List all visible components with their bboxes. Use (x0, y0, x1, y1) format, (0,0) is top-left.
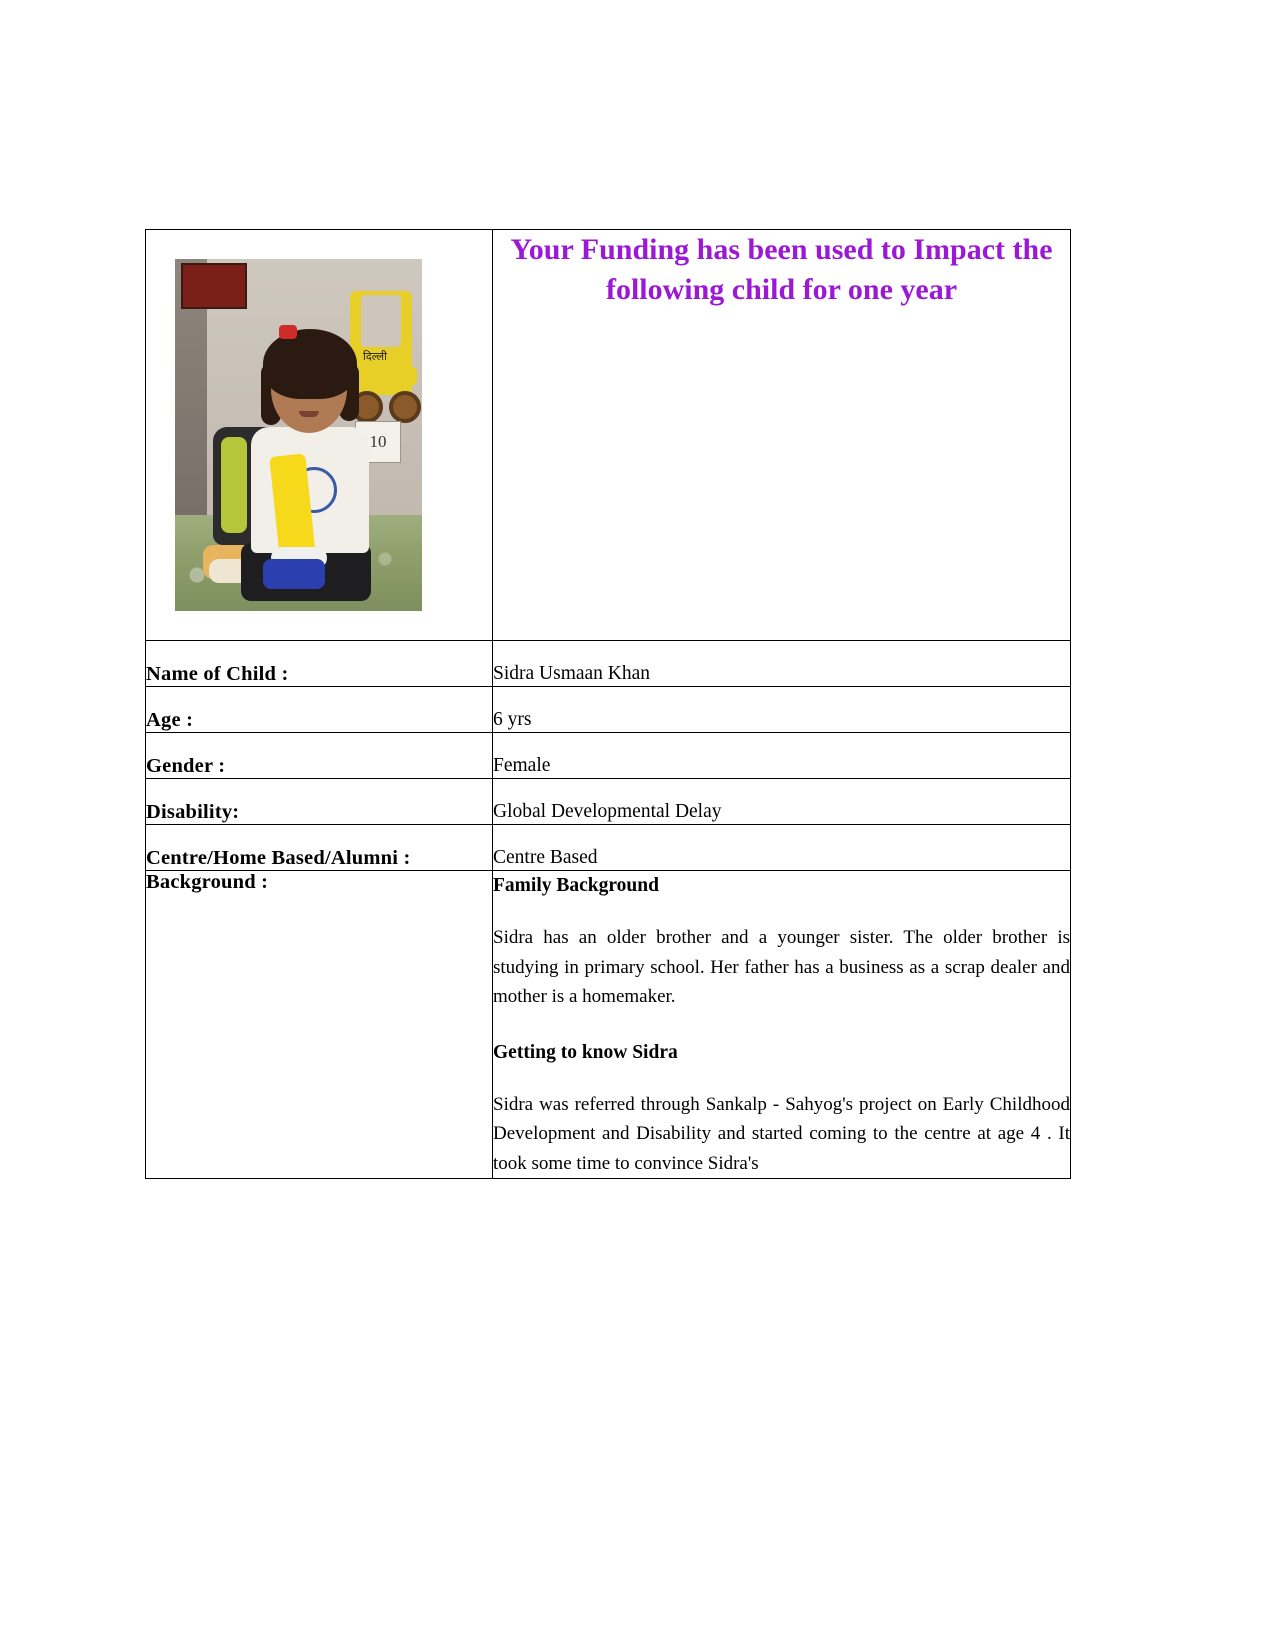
family-background-text: Sidra has an older brother and a younger sister. The older brother is studying in primary school. Her father has a business as a scrap dealer and mother is a homemaker. (493, 927, 1070, 1008)
getting-to-know-text: Sidra was referred through Sankalp - Sahyog's project on Early Childhood Development and Disability and started coming to the centre at age 4 . It took some time to convince Sidra's (493, 1093, 1070, 1174)
label-centre-home-based-alumni: Centre/Home Based/Alumni : (146, 825, 493, 871)
header-row (146, 230, 1071, 641)
photo-board-paper (361, 295, 401, 347)
table-row (146, 779, 1071, 825)
title-cell (493, 230, 1071, 641)
table-row (146, 825, 1071, 871)
label-name-of-child: Name of Child : (146, 641, 493, 687)
label-gender: Gender : (146, 733, 493, 779)
background-row (146, 871, 1071, 1179)
photo-child-hair (263, 329, 357, 399)
photo-cell (146, 230, 493, 641)
photo-mouth (299, 411, 319, 417)
photo-shelf-box (181, 263, 247, 309)
label-age: Age : (146, 687, 493, 733)
table-row (146, 733, 1071, 779)
photo-eye-right (317, 379, 330, 387)
photo-number-card: 10 (355, 421, 401, 463)
value-age: 6 yrs (493, 687, 1071, 733)
photo-eye-left (287, 379, 300, 387)
photo-hair-clip (279, 325, 297, 339)
table-row (146, 687, 1071, 733)
family-background-heading: Family Background (493, 875, 659, 896)
getting-to-know-heading: Getting to know Sidra (493, 1041, 678, 1063)
background-content (493, 871, 1071, 1179)
label-background: Background : (146, 871, 493, 1179)
photo-toy-base (263, 559, 325, 589)
child-photo (175, 259, 422, 611)
value-centre-home-based-alumni: Centre Based (493, 825, 1071, 871)
child-profile-table (145, 229, 1071, 1179)
table-row (146, 641, 1071, 687)
label-disability: Disability: (146, 779, 493, 825)
value-name-of-child: Sidra Usmaan Khan (493, 641, 1071, 687)
photo-backpack-strap (221, 437, 247, 533)
value-disability: Global Developmental Delay (493, 779, 1071, 825)
page-title: Your Funding has been used to Impact the following child for one year (510, 233, 1053, 306)
value-gender: Female (493, 733, 1071, 779)
photo-board-text: दिल्ली (363, 351, 387, 363)
photo-board-circle-right (389, 391, 421, 423)
